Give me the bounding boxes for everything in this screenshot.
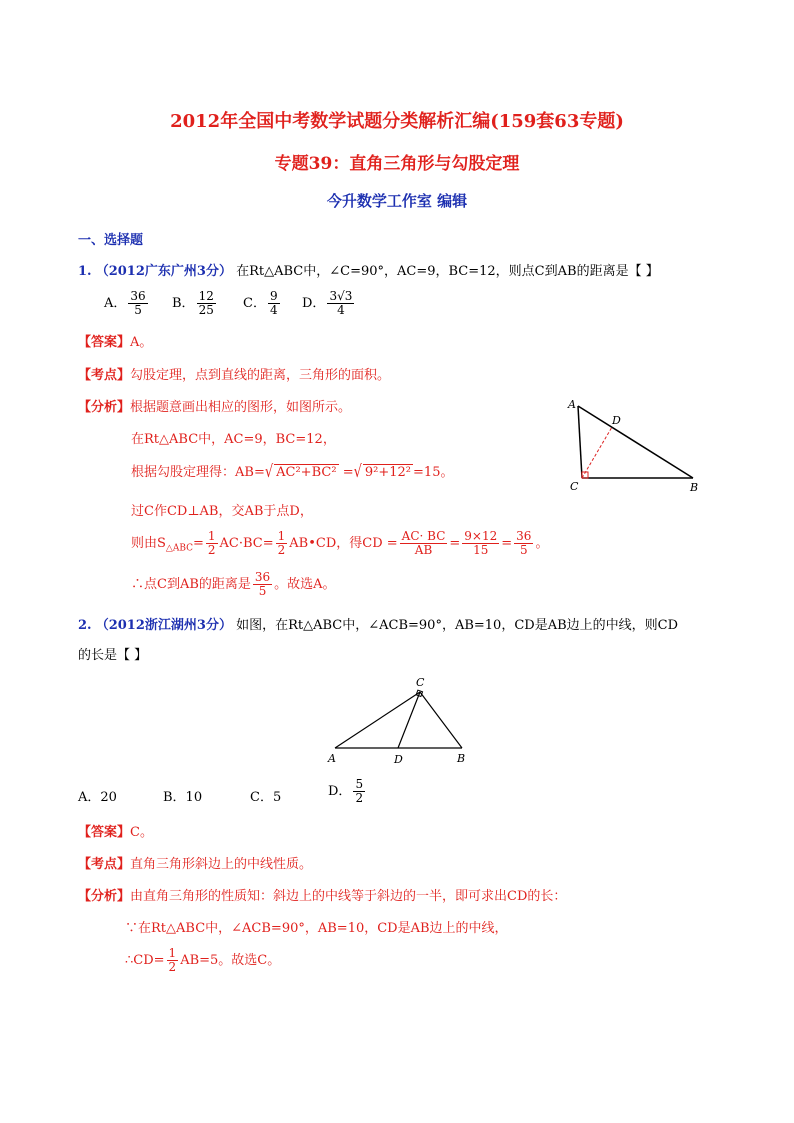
section-heading: 一、选择题 (78, 233, 144, 248)
q1-choice-a-den: 5 (134, 303, 142, 317)
q1-altitude-cd (582, 427, 612, 478)
q1-choice-c-num: 9 (269, 289, 278, 303)
q1-step1: 在Rt△ABC中，AC=9，BC=12， (131, 432, 336, 447)
q1-choice-a-label: A． (104, 296, 127, 311)
q1-step4-mid1: AC·BC= (219, 536, 274, 551)
q1-source: （2012广东广州3分） (95, 264, 232, 279)
q2-analysis: 由直角三角形的性质知：斜边上的中线等于斜边的一半，即可求出CD的长： (130, 889, 567, 904)
q1-step4-pre: 则由S (131, 536, 166, 551)
q2-answer-line (78, 821, 153, 840)
q2-triangle-figure (325, 670, 475, 770)
q2-point-line (78, 853, 312, 872)
q1-step2-eq: = (342, 465, 354, 480)
q2-source: （2012浙江湖州3分） (95, 618, 232, 633)
q1-analysis: 根据题意画出相应的图形，如图所示。 (130, 400, 352, 415)
q2-edge-cb (420, 692, 462, 748)
q1-step4-f1-num: AC· BC (401, 529, 446, 543)
q2-number: 2. (78, 618, 92, 633)
q1-number: 1. (78, 264, 92, 279)
q2-label-b: B (457, 752, 466, 765)
q2-choice-a: A．20 (78, 790, 117, 805)
q1-step4-f3-den: 5 (519, 543, 528, 557)
editor-credit: 今升数学工作室 编辑 (326, 192, 468, 210)
q1-answer-tag: 【答案】 (78, 335, 131, 350)
q2-median-cd (398, 692, 420, 748)
page-title: 2012年全国中考数学试题分类解析汇编(159套63专题) (170, 111, 624, 132)
q1-choice-c-label: C． (243, 296, 266, 311)
q1-step2-rad1: AC²+BC² (276, 465, 337, 480)
q1-choice-d (302, 290, 356, 317)
q2-label-d: D (394, 753, 403, 766)
q1-answer-line (78, 331, 152, 350)
q1-step4-sub: △ABC (165, 543, 193, 554)
q1-step5 (131, 571, 336, 598)
q1-choice-a (104, 290, 150, 317)
q2-analysis-line (78, 885, 566, 904)
q2-answer-tag: 【答案】 (78, 825, 131, 840)
q1-choice-d-num: 3√3 (329, 289, 353, 303)
q1-step4-f1-den: AB (414, 543, 433, 557)
q1-step4: 则由$S_{\triangle ABC}=$ $\frac{1}{2}$ AC·BC= $\frac{1}{2}$ AB•CD，得CD = $\frac{AC\cdot BC}{AB}$ = $\frac{9\times 12}{15}$ = $\frac{36}{5}$ 。 (131, 529, 549, 557)
q1-choice-b (172, 290, 218, 317)
q1-choice-c-den: 4 (269, 303, 278, 317)
q2-choice-d-num: 5 (355, 777, 364, 791)
q1-step4-half-num-1: 1 (207, 529, 216, 543)
q1-step4-half-den-1: 2 (207, 543, 216, 557)
q2-label-a: A (328, 752, 336, 765)
q2-point-tag: 【考点】 (78, 857, 131, 872)
q2-choice-c: C．5 (250, 790, 282, 805)
q1-step4-f2-den: 15 (473, 543, 489, 557)
q1-choice-b-den: 25 (198, 303, 214, 317)
q1-label-d: D (612, 414, 621, 427)
q1-step5-den: 5 (258, 584, 267, 598)
q1-point-line (78, 364, 390, 383)
q1-edge-ac (578, 406, 582, 478)
q1-edge-ab (578, 406, 693, 478)
q1-step5-num: 36 (254, 570, 271, 584)
q1-answer: A。 (130, 335, 153, 350)
q1-analysis-tag: 【分析】 (78, 400, 131, 415)
q1-choice-b-num: 12 (198, 289, 214, 303)
q1-step2-post: =15。 (413, 465, 454, 480)
q2-choice-b: B．10 (163, 790, 203, 805)
q1-step2-pre: 根据勾股定理得：AB= (131, 465, 265, 480)
q2-step2-num: 1 (168, 946, 177, 960)
q1-point-tag: 【考点】 (78, 368, 131, 383)
q2-stem-2: 的长是【 】 (78, 648, 148, 663)
q1-step5-post: 。故选A。 (274, 577, 336, 592)
q1-step2: 根据勾股定理得：AB=√ AC²+BC² =√ 9²+12² =15。 (131, 462, 454, 483)
page-subtitle: 专题39：直角三角形与勾股定理 (274, 154, 520, 174)
q2-answer: C。 (130, 825, 153, 840)
q2-choice-d-den: 2 (355, 791, 364, 805)
q2-stem-1: 如图，在Rt△ABC中，∠ACB=90°，AB=10，CD是AB边上的中线，则CD (236, 618, 679, 633)
q1-choice-b-label: B． (172, 296, 195, 311)
q1-point: 勾股定理，点到直线的距离，三角形的面积。 (130, 368, 391, 383)
q2-label-c: C (416, 676, 425, 689)
q2-step2-den: 2 (168, 960, 177, 974)
q1-choice-c (243, 290, 282, 317)
q1-analysis-line (78, 396, 351, 415)
q1-step4-end: 。 (535, 536, 549, 551)
q1-step4-eq1: = (193, 536, 204, 551)
q1-step4-mid2: AB•CD，得CD = (289, 536, 398, 551)
q1-step5-pre: ∴点C到AB的距离是 (131, 577, 251, 592)
q1-step4-f3-num: 36 (516, 529, 532, 543)
q1-choice-a-num: 36 (130, 289, 146, 303)
q2-point: 直角三角形斜边上的中线性质。 (130, 857, 313, 872)
q2-choice-d-label: D． (328, 784, 352, 799)
q1-step4-half-num-2: 1 (277, 529, 286, 543)
q2-stem-line1 (78, 614, 678, 633)
q2-step2-pre: ∴CD= (125, 953, 165, 968)
q2-choice-d (328, 778, 367, 805)
q1-step2-rad2: 9²+12² (364, 465, 412, 480)
q2-step1: ∵在Rt△ABC中，∠ACB=90°，AB=10，CD是AB边上的中线， (125, 921, 508, 936)
q1-label-a: A (568, 398, 576, 411)
q2-edge-ac (335, 692, 420, 748)
q2-analysis-tag: 【分析】 (78, 889, 131, 904)
q2-step2 (125, 947, 280, 974)
q1-choice-d-label: D． (302, 296, 326, 311)
q1-choice-d-den: 4 (337, 303, 345, 317)
q1-stem-line (78, 260, 659, 279)
q1-step3: 过C作CD⊥AB，交AB于点D， (131, 504, 313, 519)
q2-step2-post: AB=5。故选C。 (180, 953, 281, 968)
q1-triangle-figure (560, 392, 710, 497)
q1-label-c: C (570, 480, 579, 493)
q1-step4-half-den-2: 2 (277, 543, 286, 557)
q1-step4-f2-num: 9×12 (464, 529, 498, 543)
q1-stem: 在Rt△ABC中，∠C=90°，AC=9，BC=12，则点C到AB的距离是【 】 (236, 264, 659, 279)
q1-label-b: B (690, 481, 699, 494)
